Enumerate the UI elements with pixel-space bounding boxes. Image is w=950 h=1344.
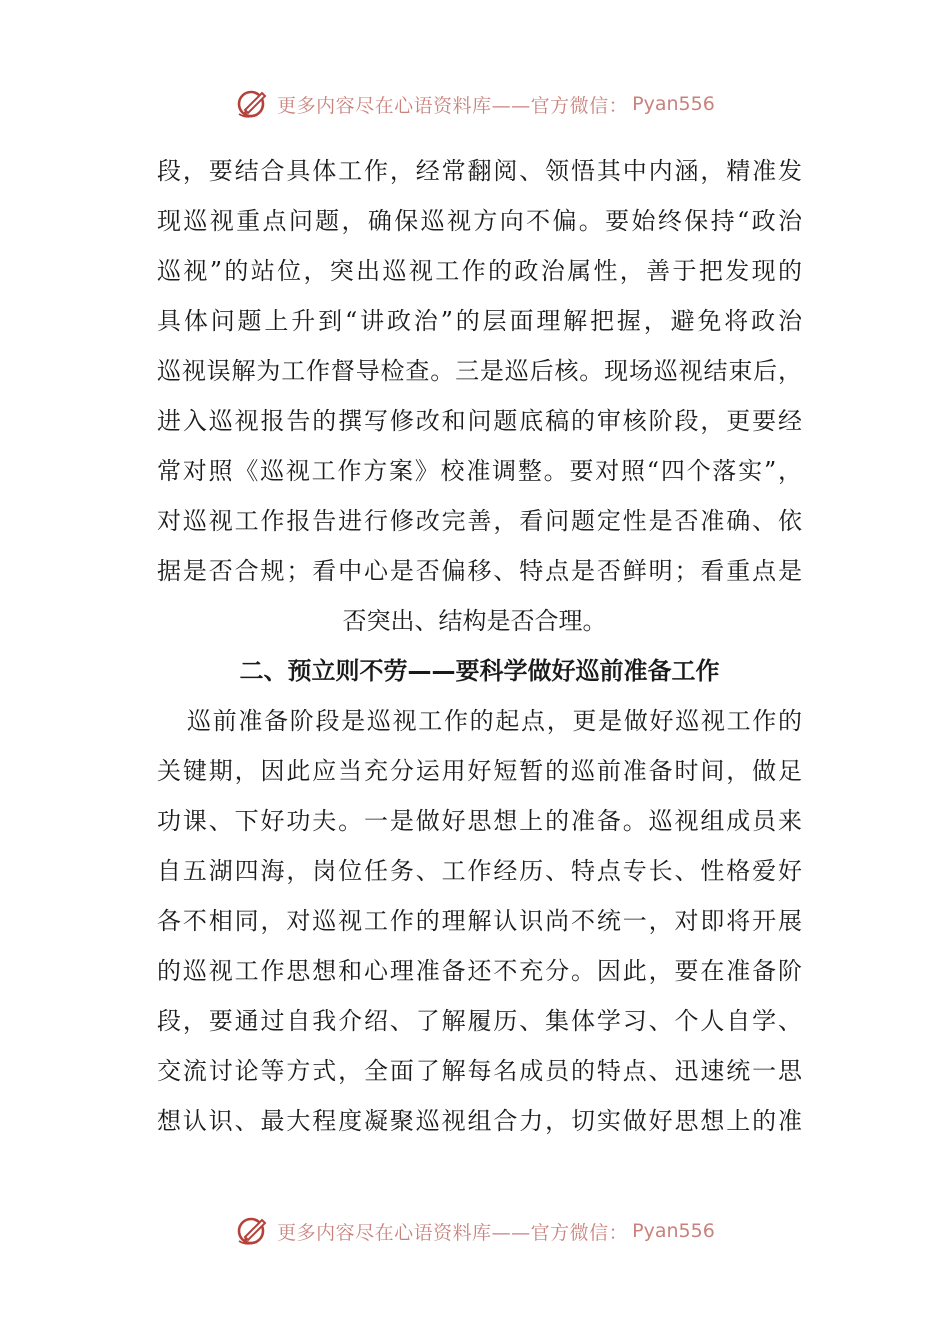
text-line: 对巡视工作报告进行修改完善，看问题定性是否准确、依 [157, 507, 802, 535]
text-line: 各不相同，对巡视工作的理解认识尚不统一，对即将开展 [157, 907, 802, 935]
pen-circle-logo-icon [235, 86, 271, 122]
text-line: 自五湖四海，岗位任务、工作经历、特点专长、性格爱好 [157, 857, 802, 885]
text-line: 交流讨论等方式，全面了解每名成员的特点、迅速统一思 [157, 1057, 802, 1085]
header-wechat-id: Pyan556 [632, 93, 715, 115]
paragraph-first-line: 巡前准备阶段是巡视工作的起点，更是做好巡视工作的 [187, 707, 802, 735]
text-line: 据是否合规；看中心是否偏移、特点是否鲜明；看重点是 [157, 557, 802, 585]
text-line: 具体问题上升到“讲政治”的层面理解把握，避免将政治 [157, 307, 802, 335]
header-banner [0, 84, 950, 124]
text-line: 关键期，因此应当充分运用好短暂的巡前准备时间，做足 [157, 757, 802, 785]
text-line: 想认识、最大程度凝聚巡视组合力，切实做好思想上的准 [157, 1107, 802, 1135]
document-body [157, 146, 802, 1146]
text-line: 功课、下好功夫。一是做好思想上的准备。巡视组成员来 [157, 807, 802, 835]
text-line: 的巡视工作思想和心理准备还不充分。因此，要在准备阶 [157, 957, 802, 985]
text-line: 巡视误解为工作督导检查。三是巡后核。现场巡视结束后， [157, 357, 802, 385]
section-heading: 二、预立则不劳——要科学做好巡前准备工作 [239, 657, 720, 685]
footer-wechat-id: Pyan556 [632, 1220, 715, 1242]
text-line-centered: 否突出、结构是否合理。 [342, 607, 607, 635]
text-line: 常对照《巡视工作方案》校准调整。要对照“四个落实”， [157, 457, 802, 485]
footer-banner [0, 1211, 950, 1251]
header-banner-text: 更多内容尽在心语资料库——官方微信： [277, 94, 629, 117]
text-line: 段，要结合具体工作，经常翻阅、领悟其中内涵，精准发 [157, 157, 802, 185]
footer-banner-text: 更多内容尽在心语资料库——官方微信： [277, 1221, 629, 1244]
text-line: 巡视”的站位，突出巡视工作的政治属性，善于把发现的 [157, 257, 802, 285]
text-line: 段，要通过自我介绍、了解履历、集体学习、个人自学、 [157, 1007, 802, 1035]
pen-circle-logo-icon [235, 1213, 271, 1249]
text-line: 进入巡视报告的撰写修改和问题底稿的审核阶段，更要经 [157, 407, 802, 435]
text-line: 现巡视重点问题，确保巡视方向不偏。要始终保持“政治 [157, 207, 802, 235]
